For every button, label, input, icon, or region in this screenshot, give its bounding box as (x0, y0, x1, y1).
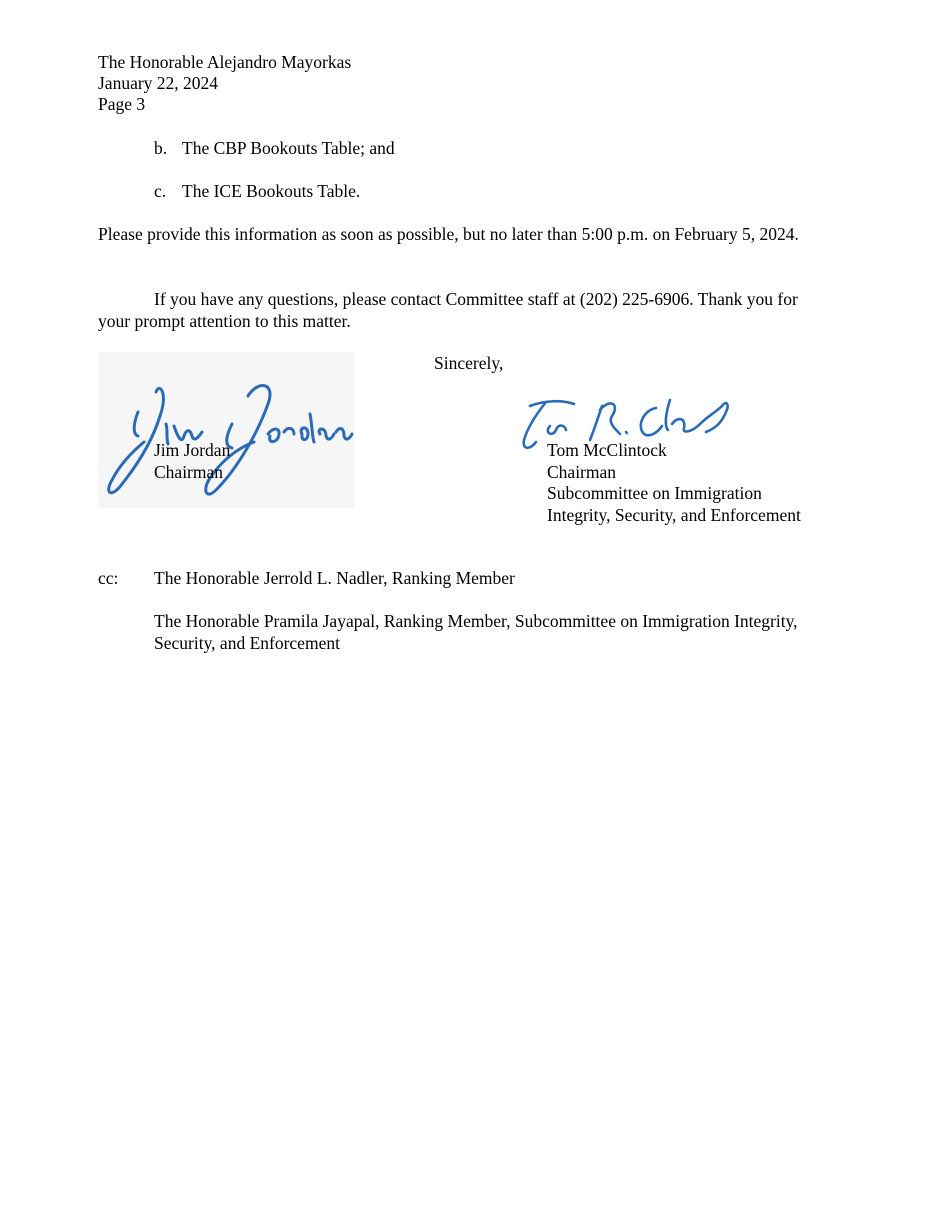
signatory-name: Tom McClintock (547, 440, 667, 460)
jordan-signature-block (154, 440, 230, 483)
contact-paragraph: If you have any questions, please contact Committee staff at (202) 225-6906. Thank you for your prompt attention to this matter. (98, 289, 798, 331)
cc-recipient: The Honorable Jerrold L. Nadler, Ranking Member (154, 568, 515, 588)
signatory-title: Chairman (547, 461, 617, 482)
letter-header (98, 52, 351, 115)
signatory-subcommittee-cont: Integrity, Security, and Enforcement (547, 504, 801, 525)
closing-salutation: Sincerely, (434, 353, 504, 373)
list-item-text: The ICE Bookouts Table. (182, 181, 361, 201)
mcclintock-signature-block (547, 440, 801, 526)
cc-recipient: The Honorable Pramila Jayapal, Ranking Member, Subcommittee on Immigration Integrity, Security, and Enforcement (154, 611, 798, 653)
cc-label: cc: (98, 568, 119, 588)
signatory-subcommittee: Subcommittee on Immigration (547, 483, 762, 503)
list-item (154, 181, 360, 202)
signatory-title: Chairman (154, 461, 224, 482)
recipient-line: The Honorable Alejandro Mayorkas (98, 52, 352, 72)
signatory-name: Jim Jordan (154, 440, 231, 460)
date-line: January 22, 2024 (98, 73, 219, 93)
deadline-paragraph: Please provide this information as soon as possible, but no later than 5:00 p.m. on February 5, 2024. (98, 224, 799, 244)
list-marker: b. (154, 138, 168, 158)
list-item-text: The CBP Bookouts Table; and (182, 138, 395, 158)
list-item (154, 138, 395, 159)
jordan-signature-icon (98, 352, 354, 508)
jordan-signature-image (98, 352, 354, 508)
list-marker: c. (154, 181, 167, 201)
page-number: Page 3 (98, 94, 146, 114)
